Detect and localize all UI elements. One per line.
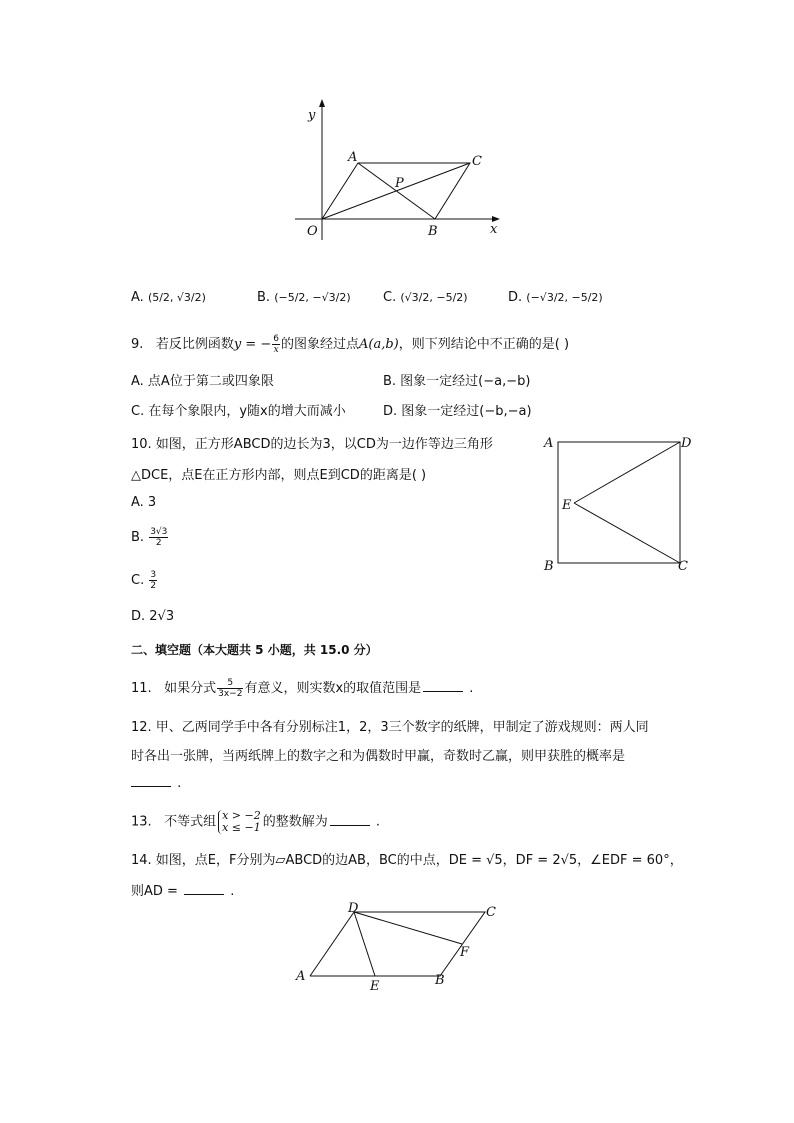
- q9-frac-den: x: [273, 345, 279, 355]
- q14-line-2: [131, 880, 234, 899]
- section-fill-in-blank-heading: 二、填空题（本大题共 5 小题，共 15.0 分）: [131, 643, 378, 657]
- figure-square-triangle: [538, 430, 698, 575]
- q8-option-c-letter: C.: [383, 290, 397, 305]
- q9-stem: [131, 333, 569, 355]
- label-O: O: [307, 224, 318, 239]
- square-ABCD: [558, 442, 680, 563]
- q11-end: .: [469, 681, 474, 696]
- q11-frac-num: 5: [217, 678, 243, 689]
- q11: [131, 677, 473, 699]
- q12-line-3: [131, 774, 181, 791]
- q9-point: A(a,b): [358, 337, 399, 352]
- label-F: F: [460, 945, 470, 960]
- label-P: P: [395, 176, 404, 191]
- q8-option-b-letter: B.: [257, 290, 271, 305]
- q9-fraction: [272, 334, 280, 355]
- q10-option-c-frac: [149, 570, 157, 591]
- q12-line-1: 12. 甲、乙两同学手中各有分别标注1，2，3三个数字的纸牌，甲制定了游戏规则：两人同: [131, 720, 649, 735]
- q9-stem-c: 的图象经过点: [280, 337, 359, 352]
- q10-option-c-letter: C.: [131, 573, 145, 588]
- label-x: x: [490, 222, 498, 237]
- q8-option-a-text: (5/2, √3/2): [147, 291, 206, 304]
- q13-end: .: [375, 814, 381, 830]
- q8-option-c-text: (√3/2, −5/2): [400, 291, 468, 304]
- q10-option-b-letter: B.: [131, 530, 145, 545]
- label-C: C: [678, 559, 688, 574]
- q8-option-c: [383, 290, 468, 305]
- q9-option-b: B. 图象一定经过(−a,−b): [383, 374, 531, 389]
- q9-func: y = −: [233, 337, 272, 352]
- q8-option-d: [508, 290, 603, 305]
- label-B: B: [544, 559, 554, 574]
- q13-b: 的整数解为: [262, 814, 328, 830]
- q13: [131, 810, 380, 834]
- q13-ineq-1: x > −2: [222, 809, 261, 822]
- q10-option-b-frac: [149, 527, 168, 548]
- q10-option-c-num: 3: [150, 570, 157, 580]
- q13-system: [218, 810, 261, 834]
- q11-answer-blank[interactable]: [423, 679, 463, 692]
- q13-answer-blank[interactable]: [330, 813, 370, 826]
- q14-end: .: [230, 884, 235, 899]
- label-A: A: [296, 969, 306, 984]
- q13-ineq-2: x ≤ −1: [222, 821, 261, 834]
- q10-option-c: [131, 570, 158, 591]
- q11-num: 11.: [131, 681, 152, 696]
- parallelogram-ABCD: [310, 912, 485, 976]
- label-C: C: [486, 905, 496, 920]
- segment-EC: [574, 503, 680, 563]
- q10-line-1: 10. 如图，正方形ABCD的边长为3，以CD为一边作等边三角形: [131, 437, 493, 452]
- q9-stem-d: ，则下列结论中不正确的是( ): [398, 337, 570, 352]
- segment-ED: [574, 442, 680, 503]
- segment-DF: [354, 912, 462, 944]
- q9-option-d: D. 图象一定经过(−b,−a): [383, 404, 532, 419]
- q9-frac-num: 6: [273, 334, 279, 344]
- label-y: y: [308, 108, 316, 123]
- q10-option-b: [131, 527, 169, 548]
- q10-option-c-den: 2: [150, 581, 157, 591]
- q10-line-2: △DCE，点E在正方形内部，则点E到CD的距离是( ): [131, 468, 427, 483]
- q8-option-d-text: (−√3/2, −5/2): [526, 291, 603, 304]
- label-A: A: [544, 436, 554, 451]
- q14-line-1: 14. 如图，点E，F分别为▱ABCD的边AB，BC的中点，DE = √5，DF = 2√5，∠EDF = 60°，: [131, 853, 683, 868]
- label-A: A: [348, 150, 358, 165]
- label-D: D: [681, 436, 692, 451]
- figure-parallelogram-defs: [290, 900, 510, 995]
- label-D: D: [348, 901, 359, 916]
- label-B: B: [428, 224, 438, 239]
- y-axis-arrow: [319, 99, 325, 107]
- q8-option-a: [131, 290, 206, 305]
- q9-option-c: C. 在每个象限内，y随x的增大而减小: [131, 404, 346, 419]
- q8-option-b: [257, 290, 351, 305]
- q12-line-2: 时各出一张牌，当两纸牌上的数字之和为偶数时甲赢，奇数时乙赢，则甲获胜的概率是: [131, 749, 626, 764]
- q13-num: 13.: [131, 814, 152, 830]
- q11-b: 有意义，则实数x的取值范围是: [244, 681, 422, 696]
- q10-option-a: A. 3: [131, 495, 157, 510]
- diagonal-AB: [358, 163, 435, 219]
- label-B: B: [435, 973, 445, 988]
- q11-fraction: [217, 678, 243, 699]
- q10-option-b-den: 2: [155, 538, 162, 548]
- q11-a: 如果分式: [164, 681, 217, 696]
- q9-num: 9.: [131, 337, 144, 352]
- label-C: C: [472, 154, 482, 169]
- label-E: E: [370, 979, 380, 994]
- q14-answer-blank[interactable]: [184, 882, 224, 895]
- q8-option-a-letter: A.: [131, 290, 144, 305]
- q10-option-b-num: 3√3: [150, 527, 168, 537]
- q9-option-a: A. 点A位于第二或四象限: [131, 374, 274, 389]
- segment-DE: [354, 912, 375, 976]
- q8-option-d-letter: D.: [508, 290, 523, 305]
- q14-line-2a: 则AD =: [131, 884, 183, 899]
- q13-a: 不等式组: [164, 814, 217, 830]
- label-E: E: [562, 498, 572, 513]
- q8-option-b-text: (−5/2, −√3/2): [274, 291, 351, 304]
- q9-stem-a: 若反比例函数: [155, 337, 234, 352]
- q11-frac-den: 3x−2: [218, 689, 243, 699]
- figure-parallelogram-coordinate: [290, 95, 510, 245]
- q12-end: .: [177, 776, 182, 791]
- q12-answer-blank[interactable]: [131, 774, 171, 787]
- q10-option-d: D. 2√3: [131, 609, 175, 624]
